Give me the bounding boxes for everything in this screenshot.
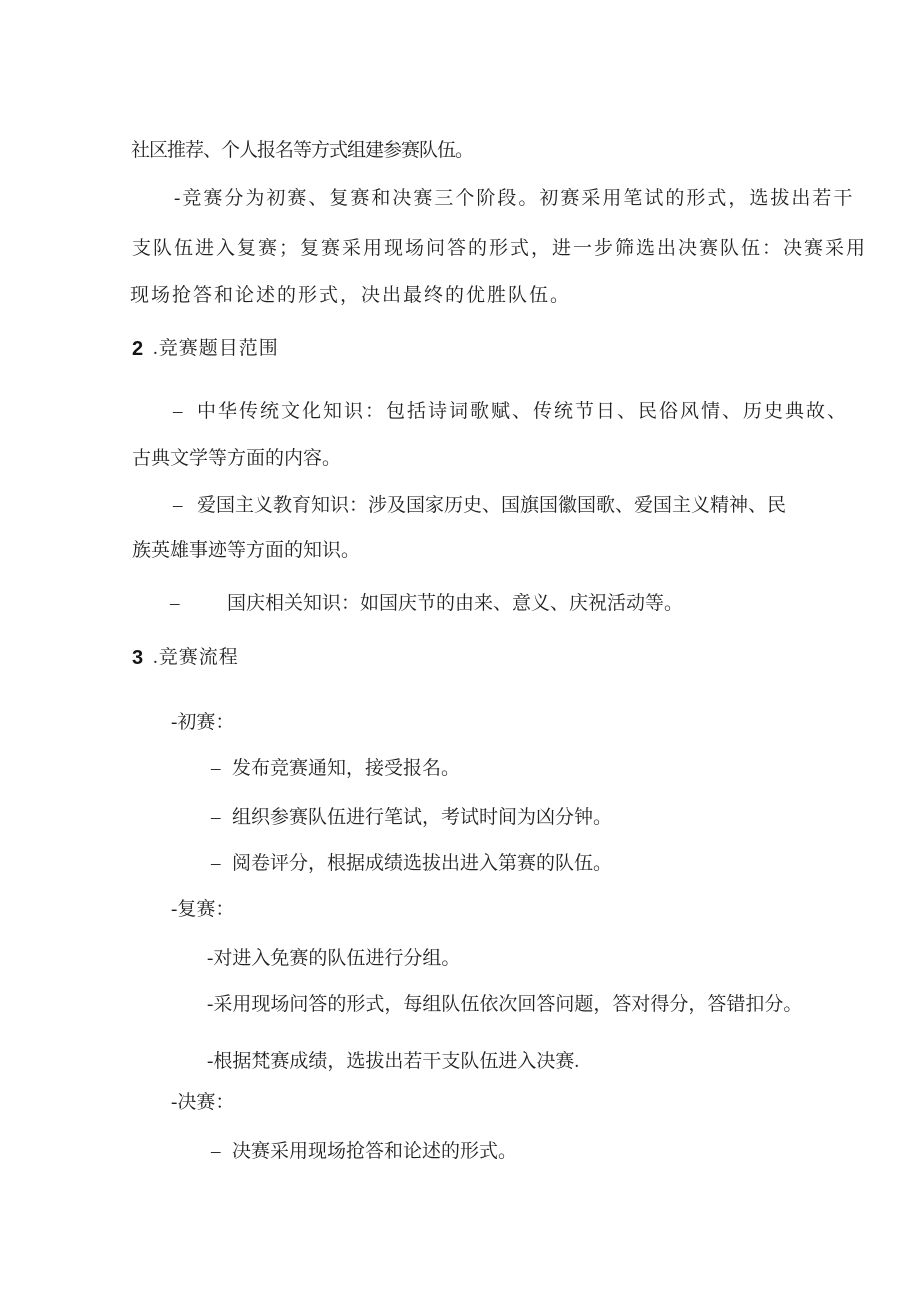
text-line	[0, 138, 920, 166]
text-line	[0, 1049, 920, 1077]
text-line	[0, 756, 920, 784]
list-dash: –	[211, 758, 221, 779]
text-run: 国庆相关知识：如国庆节的由来、意义、庆祝活动等。	[227, 593, 684, 614]
heading-title: .竞赛题目范围	[153, 338, 279, 359]
list-dash: –	[211, 807, 221, 828]
text-line	[0, 538, 920, 566]
text-run: 支队伍进入复赛；复赛采用现场问答的形式，进一步筛选出决赛队伍：决赛采用	[132, 238, 868, 259]
section-heading	[0, 645, 920, 673]
list-dash: –	[211, 1141, 221, 1162]
text-run: -初赛：	[171, 712, 235, 733]
text-line	[0, 399, 920, 427]
section-heading	[0, 336, 920, 364]
text-run: -根据梵赛成绩，选拔出若干支队伍进入决赛.	[207, 1051, 580, 1072]
text-line	[0, 946, 920, 974]
text-run: 决赛采用现场抢答和论述的形式。	[232, 1141, 518, 1162]
text-line	[0, 236, 920, 264]
text-run: 发布竞赛通知，接受报名。	[232, 758, 461, 779]
heading-title: .竞赛流程	[153, 647, 239, 668]
text-run: 中华传统文化知识：包括诗词歌赋、传统节日、民俗风情、历史典故、	[197, 401, 849, 422]
text-line	[0, 186, 920, 214]
list-dash: –	[173, 495, 183, 516]
text-run: -复赛：	[171, 899, 235, 920]
text-run: 现场抢答和论述的形式，决出最终的优胜队伍。	[130, 285, 572, 306]
text-run: 爱国主义教育知识：涉及国家历史、国旗国徽国歌、爱国主义精神、民	[197, 495, 787, 516]
list-dash: –	[170, 593, 180, 614]
heading-number: 2	[132, 338, 144, 360]
text-run: 阅卷评分，根据成绩选拔出进入第赛的队伍。	[232, 853, 613, 874]
text-run: -竞赛分为初赛、复赛和决赛三个阶段。初赛采用笔试的形式，选拔出若干	[174, 188, 855, 209]
text-line	[0, 851, 920, 879]
list-dash: –	[211, 853, 221, 874]
text-line	[0, 710, 920, 738]
text-line	[0, 493, 920, 521]
text-line	[0, 992, 920, 1020]
text-run: 社区推荐、个人报名等方式组建参赛队伍。	[131, 140, 474, 161]
text-run: -采用现场问答的形式，每组队伍依次回答问题，答对得分，答错扣分。	[207, 994, 803, 1015]
heading-number: 3	[132, 647, 144, 669]
text-line	[0, 897, 920, 925]
text-line	[0, 446, 920, 474]
text-line	[0, 591, 920, 619]
text-line	[0, 283, 920, 311]
text-run: 组织参赛队伍进行笔试，考试时间为凶分钟。	[232, 807, 613, 828]
text-run: 族英雄事迹等方面的知识。	[132, 540, 361, 561]
text-line	[0, 1139, 920, 1167]
text-run: 古典文学等方面的内容。	[132, 448, 342, 469]
text-line	[0, 1090, 920, 1118]
list-dash: –	[173, 401, 183, 422]
text-line	[0, 805, 920, 833]
text-run: -决赛：	[171, 1092, 235, 1113]
text-run: -对进入免赛的队伍进行分组。	[207, 948, 461, 969]
